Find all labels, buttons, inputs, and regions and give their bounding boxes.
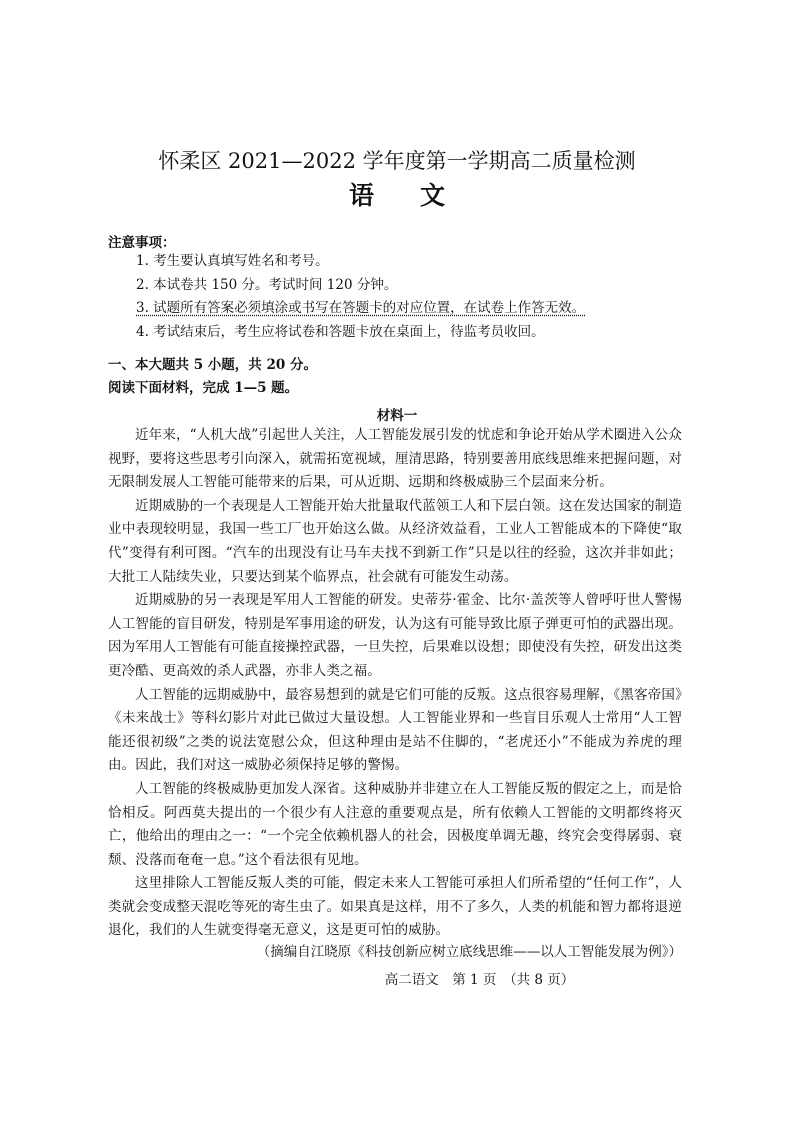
notice-heading: 注意事项：: [108, 235, 176, 251]
section-heading: 一、本大题共 5 小题，共 20 分。: [108, 357, 317, 373]
paragraph: 近期威胁的一个表现是人工智能开始大批量取代蓝领工人和下层白领。这在发达国家的制造业中表现较明显，我国一些工厂也开始这么做。从经济效益看，工业人工智能成本的下降使“取代”变得有利可图。“汽车的出现没有让马车夫找不到新工作”只是以往的经验，这次并非如此；大批工人陆续失业，只要达到某个临界点，社会就有可能发生动荡。: [108, 497, 682, 585]
paragraph: 人工智能的终极威胁更加发人深省。这种威胁并非建立在人工智能反叛的假定之上，而是恰恰相反。阿西莫夫提出的一个很少有人注意的重要观点是，所有依赖人工智能的文明都终将灭亡，他给出的理由之一：“一个完全依赖机器人的社会，因极度单调无趣，终究会变得孱弱、衰颓、没落而奄奄一息。”这个看法很有见地。: [108, 780, 682, 868]
exam-title: 怀柔区 2021—2022 学年度第一学期高二质量检测: [158, 149, 636, 173]
paragraph: 近年来，“人机大战”引起世人关注，人工智能发展引发的忧虑和争论开始从学术圈进入公众视野，要将这些思考引向深入，就需拓宽视域，厘清思路，特别要善用底线思维来把握问题，对无限制发展人工智能可能带来的后果，可从近期、远期和终极威胁三个层面来分析。: [108, 427, 682, 491]
material-body: [108, 424, 682, 943]
paragraph: 人工智能的远期威胁中，最容易想到的就是它们可能的反叛。这点很容易理解，《黑客帝国》《未来战士》等科幻影片对此已做过大量设想。人工智能业界和一些盲目乐观人士常用“人工智能还很初级”之类的说法宽慰公众，但这种理由是站不住脚的，“老虎还小”不能成为养虎的理由。因此，我们对这一威胁必须保持足够的警惕。: [108, 686, 682, 774]
section-instruction: 阅读下面材料，完成 1—5 题。: [108, 380, 299, 396]
source-citation: （摘编自江晓原《科技创新应树立底线思维——以人工智能发展为例》）: [256, 944, 682, 960]
notice-item: 3. 试题所有答案必须填涂或书写在答题卡的对应位置，在试卷上作答无效。: [136, 300, 586, 316]
material-title: 材料一: [376, 408, 418, 424]
paragraph: 近期威胁的另一表现是军用人工智能的研发。史蒂芬·霍金、比尔·盖茨等人曾呼吁世人警惕人工智能的盲目研发，特别是军事用途的研发，认为这有可能导致比原子弹更可怕的武器出现。因为军用人工智能有可能直接操控武器，一旦失控，后果难以设想；即使没有失控，研发出这类更冷酷、更高效的杀人武器，亦非人类之福。: [108, 592, 682, 679]
notice-list: [136, 250, 676, 344]
page-footer: 高二语文 第 1 页 （共 8 页）: [384, 972, 575, 988]
subject-title: 语文: [348, 181, 491, 210]
notice-item: 1. 考生要认真填写姓名和考号。: [136, 253, 329, 269]
paragraph: 这里排除人工智能反叛人类的可能，假定未来人工智能可承担人们所希望的“任何工作”，人类就会变成整天混吃等死的寄生虫了。如果真是这样，用不了多久，人类的机能和智力都将退逆退化，我们的人生就变得毫无意义，这是更可怕的威胁。: [108, 875, 682, 939]
notice-item: 4. 考试结束后，考生应将试卷和答题卡放在桌面上，待监考员收回。: [136, 323, 545, 340]
notice-item: 2. 本试卷共 150 分。考试时间 120 分钟。: [136, 276, 398, 293]
